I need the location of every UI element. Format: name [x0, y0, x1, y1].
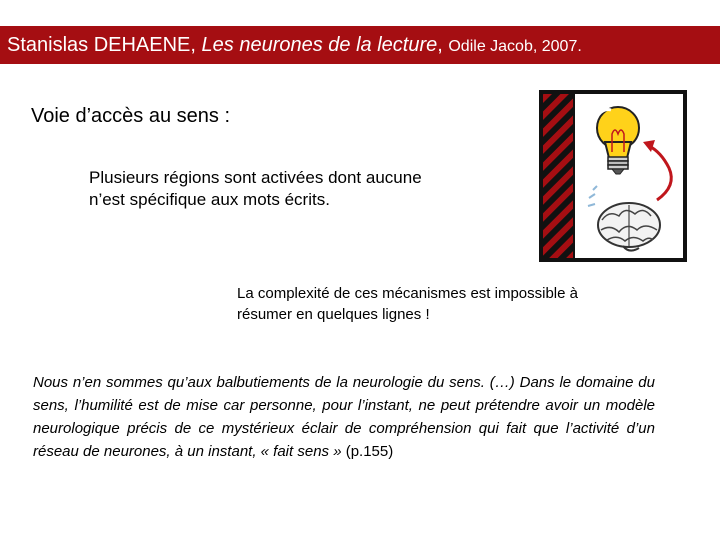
regions-line-2: n’est spécifique aux mots écrits. [89, 190, 330, 209]
complexity-line-1: La complexité de ces mécanismes est impossible à [237, 285, 578, 302]
quote-text: Nous n’en sommes qu’aux balbutiements de la neurologie du sens. (…) Dans le domaine du sens, l’humilité est de mise car personne, pour l’instant, ne peut prétendre avoir un modèle neurologique précis de ce mystérieux éclair de compréhension qui fait que l’activité d’un réseau de neurones, à un instant, « fait sens » [33, 374, 655, 460]
idea-illustration [539, 90, 687, 262]
idea-illustration-svg [539, 90, 687, 262]
header-comma: , [437, 34, 449, 56]
header-book-title: Les neurones de la lecture [201, 34, 438, 56]
header-citation [7, 34, 582, 58]
regions-line-1: Plusieurs régions sont activées dont aucune [89, 168, 422, 187]
header-band [0, 26, 720, 64]
frame-stripes [543, 94, 573, 258]
quote-citation: (p.155) [341, 443, 394, 460]
header-publisher: Odile Jacob, 2007. [448, 38, 582, 55]
section-heading: Voie d’accès au sens : [31, 105, 231, 127]
header-author: Stanislas DEHAENE, [7, 34, 202, 56]
complexity-line-2: résumer en quelques lignes ! [237, 306, 430, 323]
complexity-paragraph [237, 283, 667, 325]
dehaene-quote [33, 371, 655, 463]
regions-paragraph [89, 167, 509, 211]
